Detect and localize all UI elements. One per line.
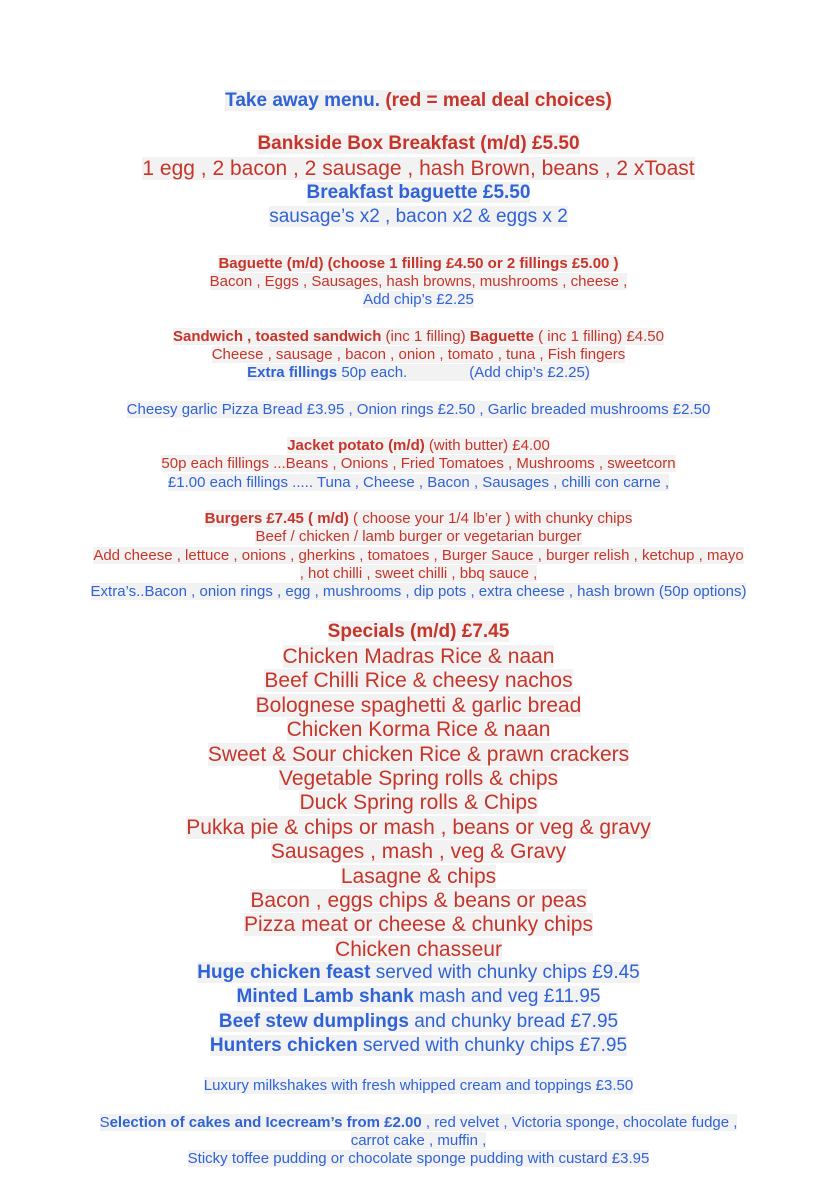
desserts-line-1: Selection of cakes and Icecream’s from £2.00 , red velvet , Victoria sponge, chocolate fudge , <box>99 1114 738 1131</box>
special-item: Vegetable Spring rolls & chips <box>279 767 558 790</box>
special-item: Chicken chasseur <box>335 937 502 961</box>
premium-special-item: Beef stew dumplings and chunky bread £7.95 <box>218 1010 619 1032</box>
special-item: Sweet & Sour chicken Rice & prawn crackers <box>207 742 630 766</box>
special-item: Bolognese spaghetti & garlic bread <box>255 693 582 717</box>
special-item: Sausages , mash , veg & Gravy <box>270 840 567 864</box>
premium-special-item: Minted Lamb shank mash and veg £11.95 <box>236 986 601 1008</box>
special-item: Beef Chilli Rice & cheesy nachos <box>264 669 573 693</box>
special-item: Bacon , eggs chips & beans or peas <box>250 889 587 912</box>
breakfast-baguette-items: sausage’s x2 , bacon x2 & eggs x 2 <box>269 206 568 227</box>
desserts-line-2: carrot cake , muffin , <box>350 1132 487 1149</box>
baguette-add-chips: Add chip’s £2.25 <box>363 291 474 308</box>
special-item: Duck Spring rolls & Chips <box>299 791 538 815</box>
jacket-fillings-50p: 50p each fillings ...Beans , Onions , Fried Tomatoes , Mushrooms , sweetcorn <box>161 455 676 472</box>
jacket-fillings-100: £1.00 each fillings ..... Tuna , Cheese , Bacon , Sausages , chilli con carne , <box>167 474 670 491</box>
special-item: Chicken Korma Rice & naan <box>286 718 551 742</box>
breakfast-baguette-title: Breakfast baguette £5.50 <box>306 182 531 203</box>
baguette-items: Bacon , Eggs , Sausages, hash browns, mushrooms , cheese , <box>209 273 628 290</box>
premium-special-item: Huge chicken feast served with chunky chips £9.45 <box>197 962 640 983</box>
special-item: Pukka pie & chips or mash , beans or veg & gravy <box>186 815 651 839</box>
sandwich-items: Cheese , sausage , bacon , onion , tomato , tuna , Fish fingers <box>211 346 626 363</box>
premium-special-item: Hunters chicken served with chunky chips £7.95 <box>209 1035 628 1057</box>
menu-legend-note: (red = meal deal choices) <box>385 90 612 111</box>
sandwich-title: Sandwich , toasted sandwich (inc 1 filling) Baguette ( inc 1 filling) £4.50 <box>173 328 664 345</box>
menu-header <box>0 90 837 112</box>
bankside-box-items: 1 egg , 2 bacon , 2 sausage , hash Brown, beans , 2 xToast <box>142 157 695 180</box>
special-item: Pizza meat or cheese & chunky chips <box>243 913 593 937</box>
special-item: Lasagne & chips <box>340 864 497 888</box>
bankside-box-title: Bankside Box Breakfast (m/d) £5.50 <box>257 133 580 154</box>
baguette-title: Baguette (m/d) (choose 1 filling £4.50 or 2 fillings £5.00 ) <box>218 255 619 272</box>
sides-line: Cheesy garlic Pizza Bread £3.95 , Onion rings £2.50 , Garlic breaded mushrooms £2.50 <box>126 401 711 418</box>
jacket-title: Jacket potato (m/d) (with butter) £4.00 <box>287 437 550 454</box>
specials-title: Specials (m/d) £7.45 <box>327 621 510 642</box>
milkshakes-line: Luxury milkshakes with fresh whipped cream and toppings £3.50 <box>203 1077 634 1094</box>
desserts-line-3: Sticky toffee pudding or chocolate sponge pudding with custard £3.95 <box>187 1150 650 1167</box>
burgers-addons-2: , hot chilli , sweet chilli , bbq sauce , <box>299 565 538 582</box>
special-item: Chicken Madras Rice & naan <box>282 645 555 668</box>
burgers-title: Burgers £7.45 ( m/d) ( choose your 1/4 lb’er ) with chunky chips <box>204 510 633 527</box>
menu-title: Take away menu. <box>225 90 381 111</box>
burgers-extras: Extra’s..Bacon , onion rings , egg , mushrooms , dip pots , extra cheese , hash brown (50p options) <box>90 583 747 600</box>
burgers-types: Beef / chicken / lamb burger or vegetarian burger <box>255 528 582 545</box>
burgers-addons-1: Add cheese , lettuce , onions , gherkins , tomatoes , Burger Sauce , burger relish , ketchup , mayo <box>93 547 744 564</box>
sandwich-extras: Extra fillings 50p each. (Add chip’s £2.25) <box>247 364 590 381</box>
